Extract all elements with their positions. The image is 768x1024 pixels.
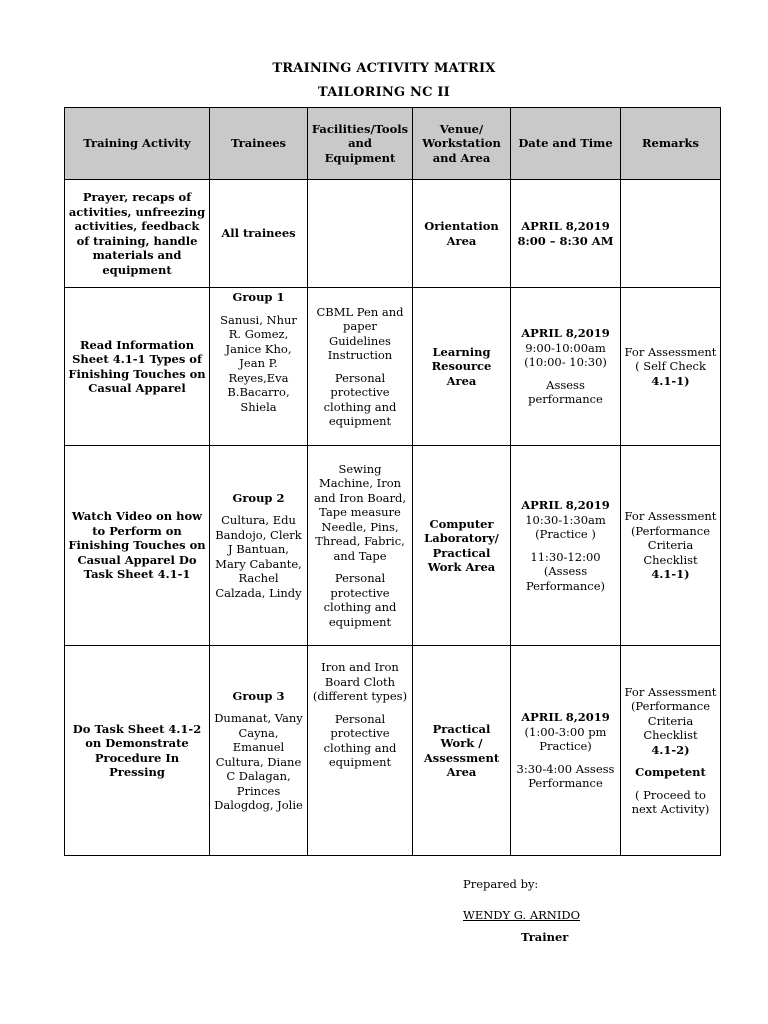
- venue-cell: Learning Resource Area: [413, 288, 511, 446]
- remarks-cell: [621, 646, 721, 856]
- facilities-ppe: Personal protective clothing and equipment: [323, 370, 397, 428]
- facilities-cell: [308, 288, 413, 446]
- table-row: [65, 646, 721, 856]
- trainees-names: Sanusi, Nhur R. Gomez, Janice Kho, Jean P. Reyes,Eva B.Bacarro, Shiela: [220, 312, 297, 414]
- trainer-role: Trainer: [521, 930, 569, 944]
- facilities-cell: [308, 180, 413, 288]
- date-text: APRIL 8,2019: [521, 326, 610, 341]
- facilities-text: Sewing Machine, Iron and Iron Board, Tape measure Needle, Pins, Thread, Fabric, and Tape: [313, 461, 407, 563]
- column-header-date-time: Date and Time: [511, 108, 621, 180]
- trainees-cell: [210, 180, 308, 288]
- time-text: 9:00-10:00am (10:00- 10:30): [524, 340, 607, 370]
- remarks-text: For Assessment ( Self Check: [624, 344, 717, 374]
- activity-cell: Read Information Sheet 4.1-1 Types of Finishing Touches on Casual Apparel: [65, 288, 210, 446]
- time-text: (1:00-3:00 pm Practice): [524, 724, 607, 754]
- trainees-cell: [210, 646, 308, 856]
- group-label: Group 3: [232, 688, 285, 703]
- remarks-status: Competent: [635, 765, 706, 779]
- date-cell: [511, 646, 621, 856]
- date-text: APRIL 8,2019: [521, 219, 610, 233]
- date-cell: [511, 446, 621, 646]
- facilities-text: CBML Pen and paper Guidelines Instruction: [316, 304, 404, 362]
- group-label: Group 1: [232, 290, 285, 304]
- remarks-next: ( Proceed to next Activity): [631, 787, 710, 816]
- time-text: 10:30-1:30am (Practice ): [525, 512, 606, 541]
- training-matrix-table: [64, 107, 721, 856]
- trainees-names: Dumanat, Vany Cayna, Emanuel Cultura, Diane C Dalagan, Princes Dalogdog, Jolie: [214, 711, 303, 812]
- document-subtitle: TAILORING NC II: [318, 85, 450, 100]
- venue-cell: Orientation Area: [413, 180, 511, 288]
- document-title: TRAINING ACTIVITY MATRIX: [272, 61, 496, 76]
- trainees-cell: [210, 446, 308, 646]
- column-header-training-activity: Training Activity: [65, 108, 210, 180]
- time-text: 8:00 – 8:30 AM: [517, 233, 614, 248]
- remarks-code: 4.1-2): [651, 742, 690, 757]
- remarks-cell: [621, 288, 721, 446]
- trainer-name: WENDY G. ARNIDO: [463, 908, 581, 922]
- facilities-text: Iron and Iron Board Cloth (different types): [312, 660, 408, 703]
- group-label: Group 2: [232, 490, 285, 505]
- table-row: [65, 288, 721, 446]
- time-note: 11:30-12:00 (Assess Performance): [525, 549, 606, 593]
- trainees-cell: [210, 288, 308, 446]
- remarks-text: For Assessment (Performance Criteria Checklist: [624, 684, 717, 742]
- column-header-remarks: Remarks: [621, 108, 721, 180]
- trainees-names: All trainees: [221, 226, 296, 241]
- facilities-ppe: Personal protective clothing and equipment: [323, 711, 397, 769]
- remarks-cell: [621, 446, 721, 646]
- remarks-code: 4.1-1): [651, 373, 690, 388]
- date-cell: [511, 288, 621, 446]
- remarks-cell: [621, 180, 721, 288]
- facilities-ppe: Personal protective clothing and equipment: [323, 571, 397, 629]
- header-row: [65, 108, 721, 180]
- remarks-code: 4.1-1): [651, 567, 690, 582]
- facilities-cell: [308, 446, 413, 646]
- activity-cell: Prayer, recaps of activities, unfreezing activities, feedback of training, handle materials and equipment: [65, 180, 210, 288]
- date-text: APRIL 8,2019: [521, 498, 610, 512]
- date-text: APRIL 8,2019: [521, 710, 610, 725]
- venue-cell: Computer Laboratory/ Practical Work Area: [413, 446, 511, 646]
- activity-cell: Watch Video on how to Perform on Finishing Touches on Casual Apparel Do Task Sheet 4.1-1: [65, 446, 210, 646]
- trainees-names: Cultura, Edu Bandojo, Clerk J Bantuan, Mary Cabante, Rachel Calzada, Lindy: [215, 513, 302, 600]
- prepared-by-label: Prepared by:: [463, 877, 539, 891]
- activity-cell: Do Task Sheet 4.1-2 on Demonstrate Procedure In Pressing: [65, 646, 210, 856]
- venue-cell: Practical Work / Assessment Area: [413, 646, 511, 856]
- column-header-venue: Venue/ Workstation and Area: [413, 108, 511, 180]
- date-cell: [511, 180, 621, 288]
- time-note: Assess performance: [528, 377, 603, 407]
- table-row: [65, 446, 721, 646]
- time-note: 3:30-4:00 Assess Performance: [516, 761, 615, 791]
- remarks-text: For Assessment (Performance Criteria Checklist: [624, 509, 717, 567]
- column-header-facilities: Facilities/Tools and Equipment: [308, 108, 413, 180]
- table-row: [65, 180, 721, 288]
- column-header-trainees: Trainees: [210, 108, 308, 180]
- facilities-cell: [308, 646, 413, 856]
